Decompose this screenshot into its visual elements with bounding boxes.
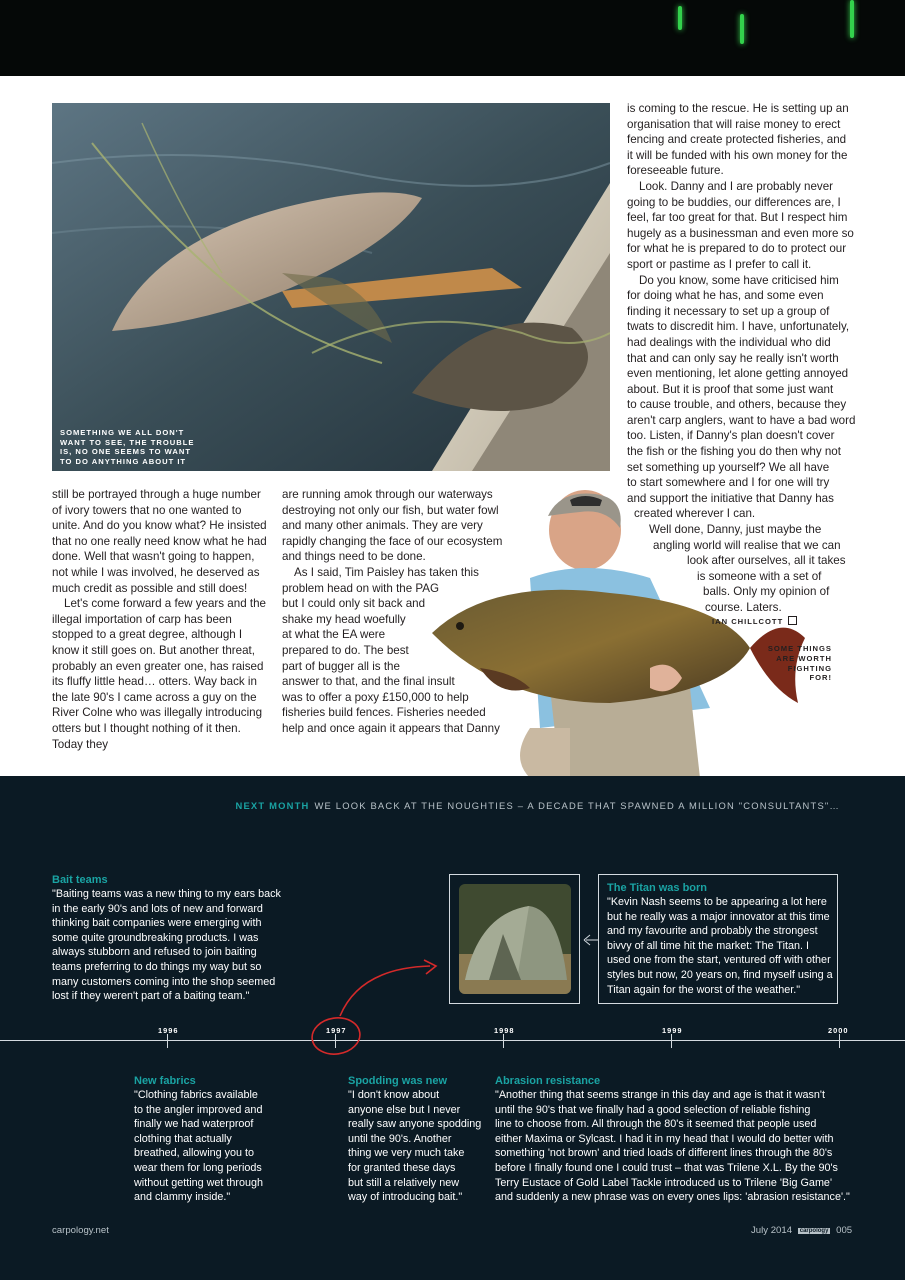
green-glow-mark	[850, 0, 854, 38]
entry-title: New fabrics	[134, 1075, 196, 1087]
timeline-entry-new-fabrics	[134, 1074, 304, 1205]
entry-line: for granted these days	[348, 1161, 456, 1174]
text-line: Look. Danny and I are probably never	[639, 179, 833, 193]
entry-line: breathed, allowing you to	[134, 1147, 255, 1160]
text-line: for doing what he has, and some even	[627, 289, 824, 303]
text-line: help and once again it appears that Danny	[282, 721, 500, 735]
timeline-tick	[167, 1034, 168, 1048]
text-line: was to offer a poxy £150,000 to help	[282, 690, 469, 704]
caption-line: ARE WORTH	[776, 653, 832, 663]
entry-line: styles but now, 20 years on, find myself using a	[607, 968, 833, 981]
entry-line: thinking bait companies were emerging with	[52, 917, 262, 930]
photo-caption-2	[748, 644, 832, 683]
text-line: and things need to be done.	[282, 550, 426, 564]
article-paragraph	[627, 273, 856, 523]
text-line: feel, far too great for that. But I respect him	[627, 211, 848, 225]
text-line: Do you know, some have criticised him	[639, 273, 839, 287]
timeline-entry-titan-box	[598, 874, 838, 1004]
entry-title: The Titan was born	[607, 882, 708, 894]
text-line: created wherever I can.	[634, 507, 756, 521]
text-line: organisation that will raise money to erect	[627, 117, 841, 131]
photo-caption-1	[60, 428, 210, 466]
angler-with-carp-photo	[420, 488, 810, 778]
entry-line: but he really was a major innovator at this time	[607, 910, 830, 923]
entry-line: lost if they weren't part of a baiting team."	[52, 990, 250, 1003]
entry-line: something 'not brown' and tried loads of different lines through the 80's	[495, 1147, 833, 1160]
entry-line: without getting wet through	[134, 1176, 264, 1189]
timeline-year-label: 2000	[828, 1026, 849, 1035]
article-paragraph: Let's come forward a few years and the illegal importation of carp has been stopped to a great degree, although I know it still goes on. But another threat, probably an even greater one, has raised its fluffy little head… otters. Way back in the late 90's I came across a guy on the River Colne who was illegally introducing otters but I thought nothing of it then. Today they	[52, 597, 266, 751]
next-month-label: NEXT MONTH	[235, 800, 310, 811]
author-byline	[712, 616, 797, 626]
footer-page-number: 005	[836, 1225, 853, 1236]
text-line: the fish or the fishing you do then why not	[627, 445, 841, 459]
entry-line: in the early 90's and lots of new and forward	[52, 902, 263, 915]
text-line: aren't carp anglers, want to have a bad word	[627, 413, 856, 427]
entry-line: always stubborn and refused to join baiting	[52, 946, 257, 959]
text-line: problem head on with the PAG	[282, 581, 440, 595]
titan-bivvy-photo-frame	[449, 874, 580, 1004]
entry-line: "Clothing fabrics available	[134, 1089, 258, 1101]
top-dark-band	[0, 0, 905, 76]
timeline-entry-bait-teams	[52, 873, 292, 1004]
text-line: are running amok through our waterways	[282, 488, 493, 501]
caption-line: TO DO ANYTHING ABOUT IT	[60, 456, 187, 466]
text-line: hugely as a businessman and even more so	[627, 226, 854, 240]
entry-line: bivvy of all time hit the market: The Titan. I	[607, 939, 810, 952]
text-line: twats to discredit him. I have, unfortunately,	[627, 320, 850, 334]
timeline-tick	[671, 1034, 672, 1048]
next-month-text: WE LOOK BACK AT THE NOUGHTIES – A DECADE THAT SPAWNED A MILLION "CONSULTANTS"…	[314, 800, 840, 811]
footer-date-page	[751, 1225, 852, 1236]
entry-line: either Maxima or Sylcast. I had it in my head that I would do better with	[495, 1132, 834, 1145]
text-line: is someone with a set of	[697, 569, 822, 583]
entry-line: used one from the start, ventured off with other	[607, 954, 831, 967]
text-line: destroying not only our fish, but water fowl	[282, 503, 499, 517]
entry-line: Terry Eustace of Gold Label Tackle introduced us to Trilene 'Big Game'	[495, 1176, 833, 1189]
entry-line: wear them for long periods	[134, 1161, 262, 1174]
entry-line: to the angler improved and	[134, 1103, 263, 1116]
entry-line: finally we had waterproof	[134, 1118, 254, 1131]
text-line: finding it necessary to set up a group of	[627, 304, 830, 318]
text-line: As I said, Tim Paisley has taken this	[294, 565, 479, 579]
end-mark-icon	[788, 616, 797, 625]
entry-line: "Kevin Nash seems to be appearing a lot here	[607, 896, 827, 908]
entry-line: some quite groundbreaking products. I was	[52, 931, 259, 944]
entry-line: before I finally found one I could trust – that was Trilene X.L. By the 90's	[495, 1161, 838, 1174]
entry-line: and clammy inside."	[134, 1191, 231, 1204]
footer-site: carpology.net	[52, 1225, 109, 1236]
entry-line: until the 90's. Another	[348, 1132, 452, 1145]
caption-line: FOR!	[809, 673, 832, 683]
text-line: at what the EA were	[282, 628, 386, 642]
timeline-year-label: 1996	[158, 1026, 179, 1035]
text-line: fencing and create protected fisheries, and	[627, 133, 847, 147]
text-line: course. Laters.	[705, 601, 782, 614]
timeline-year-label: 1999	[662, 1026, 683, 1035]
titan-bivvy-photo	[459, 884, 571, 994]
text-line: to cause trouble, and others, because they	[627, 398, 847, 412]
text-line: and many other animals. They are very	[282, 519, 483, 533]
text-line: shake my head woefully	[282, 612, 406, 626]
entry-line: thing we very much take	[348, 1147, 465, 1160]
entry-line: "Baiting teams was a new thing to my ears back	[52, 888, 281, 900]
text-line: and support the initiative that Danny has	[627, 491, 834, 505]
article-paragraph: still be portrayed through a huge number of ivory towers that no one wanted to unite. And do you know what? He insisted that no one really need know what he had done. Well that wasn't going to happen, not while I was involved, he deserved as much credit as possible and still does!	[52, 488, 267, 595]
dead-carp-photo	[52, 103, 610, 471]
text-line: sport or pastime as I prefer to call it.	[627, 257, 812, 271]
text-line: too. Listen, if Danny's plan doesn't cover	[627, 429, 835, 443]
article-column-1	[52, 487, 270, 752]
entry-line: but still a relatively new	[348, 1176, 460, 1189]
text-line: rapidly changing the face of our ecosystem	[282, 534, 503, 548]
text-line: even mentioning, let alone getting annoyed	[627, 367, 849, 381]
text-line: that and can only say he really isn't worth	[627, 351, 839, 365]
brand-logo: carpology	[799, 1228, 829, 1234]
text-line: angling world will realise that we can	[653, 538, 841, 552]
timeline-axis	[0, 1040, 905, 1041]
entry-line: "Another thing that seems strange in this day and age is that it wasn't	[495, 1089, 825, 1101]
text-line: look after ourselves, all it takes	[687, 554, 846, 568]
timeline-entry-abrasion	[495, 1074, 850, 1205]
text-line: set something up yourself? We all have	[627, 460, 830, 474]
timeline-tick	[839, 1034, 840, 1048]
text-line: about. But it is proof that some just want	[627, 382, 834, 396]
text-line: it will be funded with his own money for the	[627, 148, 848, 162]
entry-line: teams preferring to do things my way but so	[52, 960, 262, 973]
timeline-entry-titan	[607, 881, 837, 997]
entry-line: really saw anyone spodding	[348, 1118, 482, 1131]
article-paragraph	[627, 101, 849, 179]
timeline-year-label: 1997	[326, 1026, 347, 1035]
entry-title: Bait teams	[52, 874, 108, 886]
entry-line: and suddenly a new phrase was on every ones lips: 'abrasion resistance'."	[495, 1191, 850, 1204]
text-line: part of bugger all is the	[282, 659, 400, 673]
article-paragraph	[627, 179, 854, 273]
caption-line: SOME THINGS	[767, 644, 832, 653]
footer-date: July 2014	[751, 1225, 793, 1236]
text-line: balls. Only my opinion of	[703, 585, 830, 599]
entry-line: Titan again for the worst of the weather."	[607, 983, 801, 996]
entry-line: "I don't know about	[348, 1089, 440, 1101]
text-line: fisheries build fences. Fisheries needed	[282, 706, 486, 720]
entry-line: clothing that actually	[134, 1132, 232, 1145]
entry-line: and my favourite and probably the strongest	[607, 925, 818, 938]
timeline-tick	[503, 1034, 504, 1048]
text-line: foreseeable future.	[627, 164, 724, 178]
text-line: is coming to the rescue. He is setting up an	[627, 102, 849, 115]
text-line: prepared to do. The best	[282, 643, 409, 657]
timeline-tick	[335, 1034, 336, 1048]
caption-line: IS, NO ONE SEEMS TO WANT	[60, 447, 192, 456]
entry-line: way of introducing bait."	[348, 1191, 463, 1204]
entry-line: until the 90's that we finally had a good selection of reliable fishing	[495, 1103, 811, 1116]
entry-title: Abrasion resistance	[495, 1075, 601, 1087]
text-line: for what he is prepared to do to protect our	[627, 242, 847, 256]
timeline-entry-spodding	[348, 1074, 488, 1205]
author-name: IAN CHILLCOTT	[712, 617, 784, 626]
caption-line: SOMETHING WE ALL DON'T	[60, 428, 185, 437]
green-glow-mark	[740, 14, 744, 44]
text-line: to start somewhere and I for one will try	[627, 476, 830, 490]
text-line: answer to that, and the final insult	[282, 675, 455, 689]
entry-line: anyone else but I never	[348, 1103, 461, 1116]
text-line: but I could only sit back and	[282, 597, 426, 611]
entry-line: line to choose from. All through the 80's it seemed that people used	[495, 1118, 817, 1131]
entry-line: many customers coming into the shop seemed	[52, 975, 276, 988]
caption-line: FIGHTING	[787, 663, 832, 673]
text-line: going to be buddies, our differences are, I	[627, 195, 841, 209]
next-month-banner	[0, 800, 840, 811]
caption-line: WANT TO SEE, THE TROUBLE	[60, 437, 195, 447]
text-line: had dealings with the individual who did	[627, 335, 831, 349]
entry-title: Spodding was new	[348, 1075, 448, 1087]
text-line: Well done, Danny, just maybe the	[649, 523, 822, 537]
timeline-year-label: 1998	[494, 1026, 515, 1035]
green-glow-mark	[678, 6, 682, 30]
